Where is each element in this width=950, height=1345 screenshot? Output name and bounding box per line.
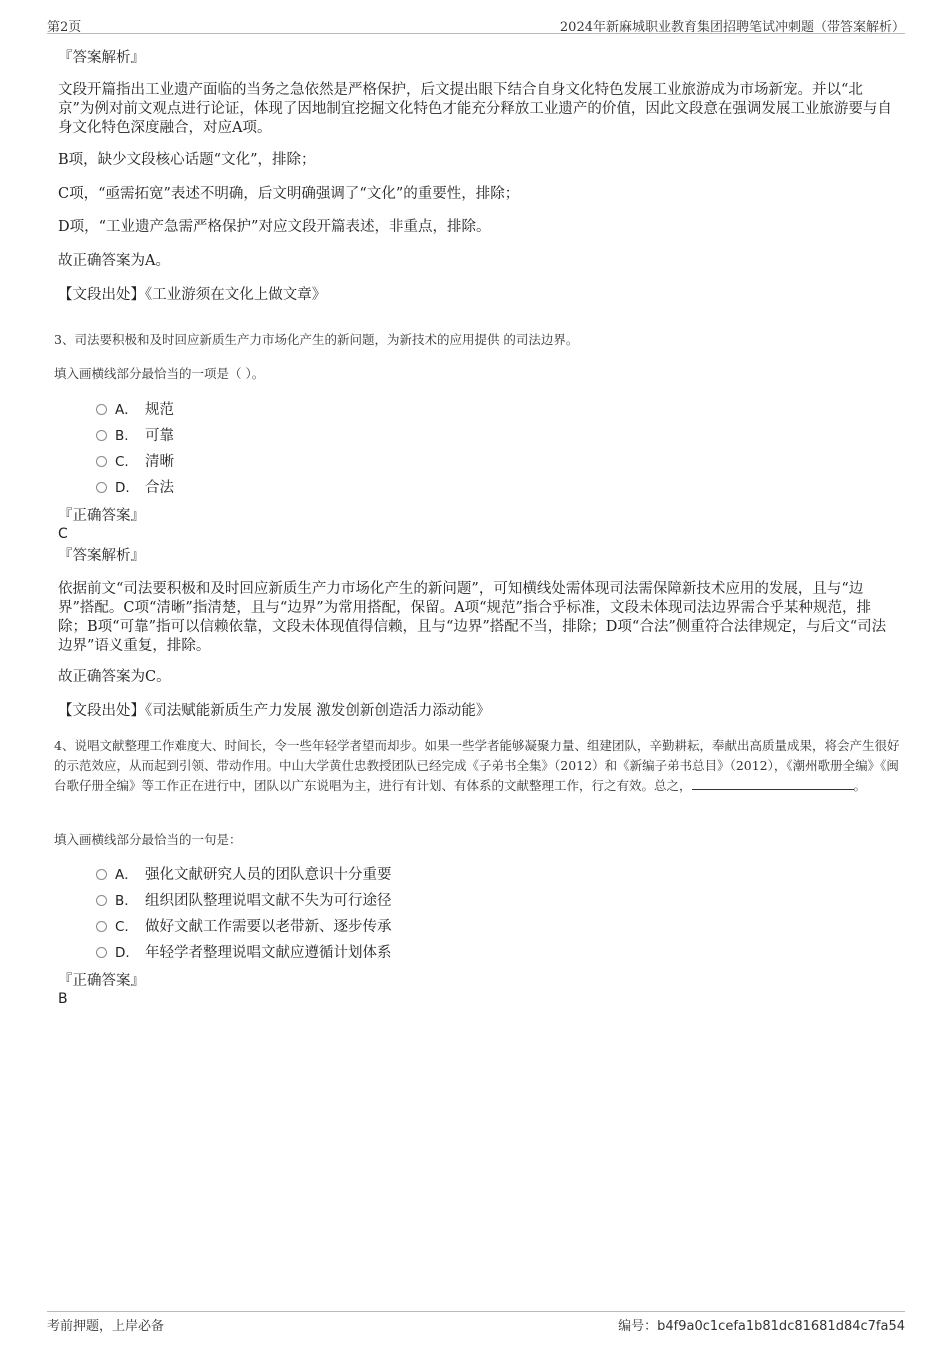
q4-option-a[interactable]: A． 强化文献研究人员的团队意识十分重要 (96, 866, 392, 885)
option-text: 合法 (145, 480, 174, 496)
radio-icon[interactable] (96, 869, 107, 880)
q4-stem: 4、说唱文献整理工作难度大、时间长，令一些年轻学者望而却步。如果一些学者能够凝聚力量、组建团队，辛勤耕耘，奉献出高质量成果，将会产生很好的示范效应，从而起到引领、带动作用。中山大学黄仕忠教授团队已经完成《子弟书全集》（2012）和《新编子弟书总目》（2012），《潮州歌册全编》《闽台歌仔册全编》等工作正在进行中，团队以广东说唱为主，进行有计划、有体系的文献整理工作，行之有效。总之， 。 (54, 738, 900, 793)
radio-icon[interactable] (96, 482, 107, 493)
page-number: 第2页 (47, 20, 82, 35)
option-text: 强化文献研究人员的团队意识十分重要 (145, 867, 392, 883)
fill-in-blank (692, 777, 854, 790)
option-text: 清晰 (145, 454, 174, 470)
q3-option-a[interactable]: A． 规范 (96, 401, 174, 420)
footer-slogan: 考前押题，上岸必备 (47, 1319, 165, 1334)
q3-correct-label: 『正确答案』 (58, 508, 145, 524)
q2-analysis-label: 『答案解析』 (58, 50, 145, 66)
q2-analysis-c: C项，“亟需拓宽”表述不明确，后文明确强调了“文化”的重要性，排除； (58, 186, 520, 202)
q3-conclusion: 故正确答案为C。 (58, 669, 171, 685)
q3-analysis-label: 『答案解析』 (58, 548, 145, 564)
q4-correct-label: 『正确答案』 (58, 973, 145, 989)
q2-source: 【文段出处】《工业游须在文化上做文章》 (58, 287, 327, 303)
option-text: 组织团队整理说唱文献不失为可行途径 (145, 893, 392, 909)
q3-analysis-paragraph: 依据前文“司法要积极和及时回应新质生产力市场化产生的新问题”，可知横线处需体现司法需保障新技术应用的发展，且与“边界”搭配。C项“清晰”指清楚，且与“边界”为常用搭配，保留。A项“规范”指合乎标准，文段未体现司法边界需合乎某种规范，排除；B项“可靠”指可以信赖依靠，文段未体现值得信赖，且与“边界”搭配不当，排除；D项“合法”侧重符合法律规定，与后文“司法边界”语义重复，排除。 (58, 581, 887, 654)
q3-correct-answer: C (58, 526, 68, 542)
option-text: 做好文献工作需要以老带新、逐步传承 (145, 919, 392, 935)
footer-code: 编号：b4f9a0c1cefa1b81dc81681d84c7fa54 (618, 1319, 905, 1334)
q2-analysis-b: B项，缺少文段核心话题“文化”，排除； (58, 152, 316, 168)
option-text: 年轻学者整理说唱文献应遵循计划体系 (145, 945, 392, 961)
radio-icon[interactable] (96, 947, 107, 958)
page-header (47, 14, 905, 34)
radio-icon[interactable] (96, 921, 107, 932)
radio-icon[interactable] (96, 895, 107, 906)
q2-analysis-paragraph: 文段开篇指出工业遗产面临的当务之急依然是严格保护，后文提出眼下结合自身文化特色发展工业旅游成为市场新宠。并以“北京”为例对前文观点进行论证，体现了因地制宜挖掘文化特色才能充分释放工业遗产的价值，因此文段意在强调发展工业旅游要与自身文化特色深度融合，对应A项。 (58, 82, 892, 136)
document-title: 2024年新麻城职业教育集团招聘笔试冲刺题（带答案解析） (559, 20, 905, 35)
q4-option-c[interactable]: C. 做好文献工作需要以老带新、逐步传承 (96, 918, 392, 937)
radio-icon[interactable] (96, 456, 107, 467)
q3-option-d[interactable]: D. 合法 (96, 479, 174, 498)
q3-option-b[interactable]: B. 可靠 (96, 427, 174, 446)
q4-prompt: 填入画横线部分最恰当的一句是： (54, 832, 242, 847)
q4-option-d[interactable]: D. 年轻学者整理说唱文献应遵循计划体系 (96, 944, 392, 963)
option-text: 可靠 (145, 428, 174, 444)
radio-icon[interactable] (96, 404, 107, 415)
page-footer (47, 1311, 905, 1336)
q3-option-c[interactable]: C. 清晰 (96, 453, 174, 472)
q3-source: 【文段出处】《司法赋能新质生产力发展 激发创新创造活力添动能》 (58, 703, 491, 719)
q3-prompt: 填入画横线部分最恰当的一项是（ ）。 (54, 366, 265, 381)
q3-stem: 3、司法要积极和及时回应新质生产力市场化产生的新问题，为新技术的应用提供 的司法边界。 (54, 332, 579, 347)
q2-analysis-d: D项，“工业遗产急需严格保护”对应文段开篇表述，非重点，排除。 (58, 219, 491, 235)
option-text: 规范 (145, 402, 174, 418)
q2-conclusion: 故正确答案为A。 (58, 253, 170, 269)
q4-correct-answer: B (58, 991, 68, 1007)
q4-option-b[interactable]: B. 组织团队整理说唱文献不失为可行途径 (96, 892, 392, 911)
radio-icon[interactable] (96, 430, 107, 441)
